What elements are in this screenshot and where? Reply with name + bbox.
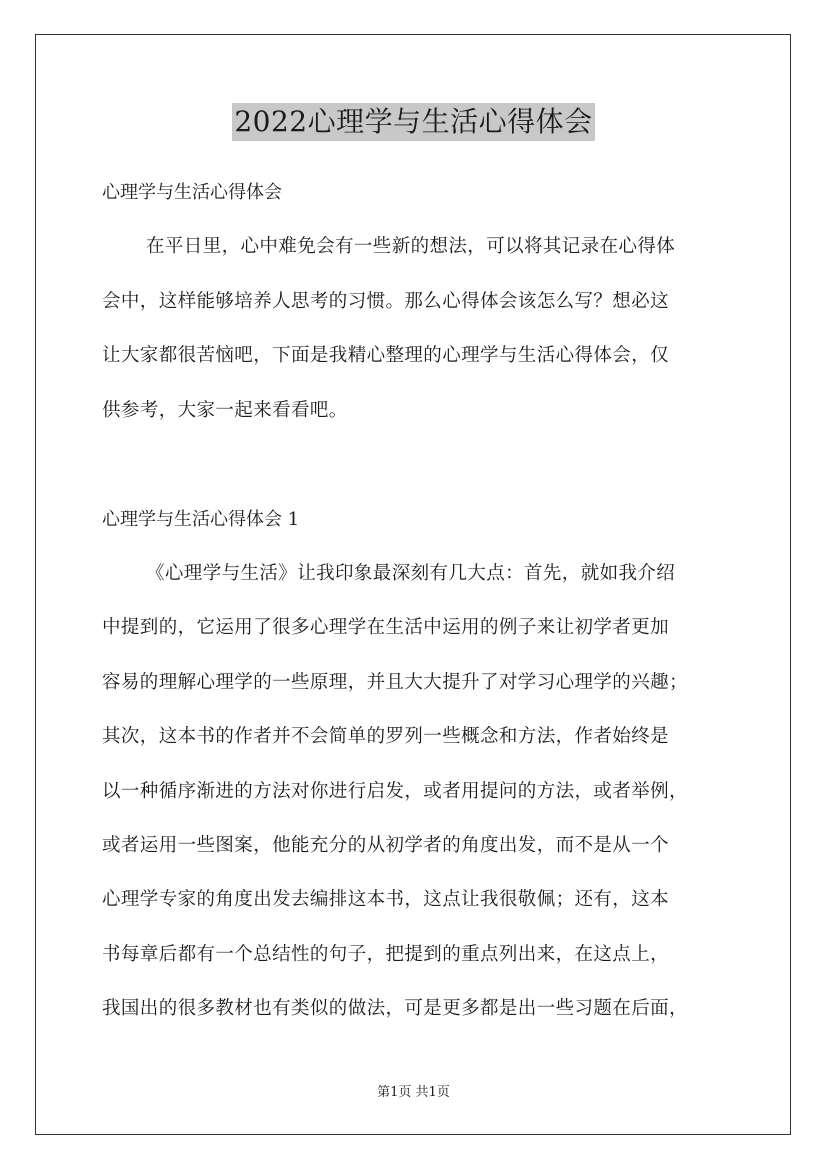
section-heading: 心理学与生活心得体会 1 bbox=[102, 509, 300, 530]
paragraph-line: 容易的理解心理学的一些原理，并且大大提升了对学习心理学的兴趣； bbox=[102, 672, 688, 693]
paragraph-line: 会中，这样能够培养人思考的习惯。那么心得体会该怎么写？想必这 bbox=[102, 291, 670, 312]
paragraph-line: 供参考，大家一起来看看吧。 bbox=[102, 400, 348, 421]
paragraph-line: 让大家都很苦恼吧，下面是我精心整理的心理学与生活心得体会，仅 bbox=[102, 345, 670, 366]
paragraph-line: 书每章后都有一个总结性的句子，把提到的重点列出来，在这点上， bbox=[102, 944, 670, 965]
title-wrap bbox=[0, 103, 827, 141]
paragraph-line: 其次，这本书的作者并不会简单的罗列一些概念和方法，作者始终是 bbox=[102, 726, 670, 747]
paragraph-line: 我国出的很多教材也有类似的做法，可是更多都是出一些习题在后面， bbox=[102, 998, 688, 1019]
paragraph-line: 《心理学与生活》让我印象最深刻有几大点：首先，就如我介绍 bbox=[146, 563, 676, 584]
section-heading: 心理学与生活心得体会 bbox=[102, 182, 282, 203]
paragraph-line: 或者运用一些图案，他能充分的从初学者的角度出发，而不是从一个 bbox=[102, 835, 670, 856]
paragraph-line: 以一种循序渐进的方法对你进行启发，或者用提问的方法，或者举例， bbox=[102, 781, 688, 802]
paragraph-line: 在平日里，心中难免会有一些新的想法，可以将其记录在心得体 bbox=[146, 236, 676, 257]
paragraph-line: 心理学专家的角度出发去编排这本书，这点让我很敬佩；还有，这本 bbox=[102, 889, 670, 910]
page-footer: 第1页 共1页 bbox=[377, 1085, 450, 1100]
document-title: 2022心理学与生活心得体会 bbox=[232, 103, 594, 141]
paragraph-line: 中提到的，它运用了很多心理学在生活中运用的例子来让初学者更加 bbox=[102, 617, 670, 638]
